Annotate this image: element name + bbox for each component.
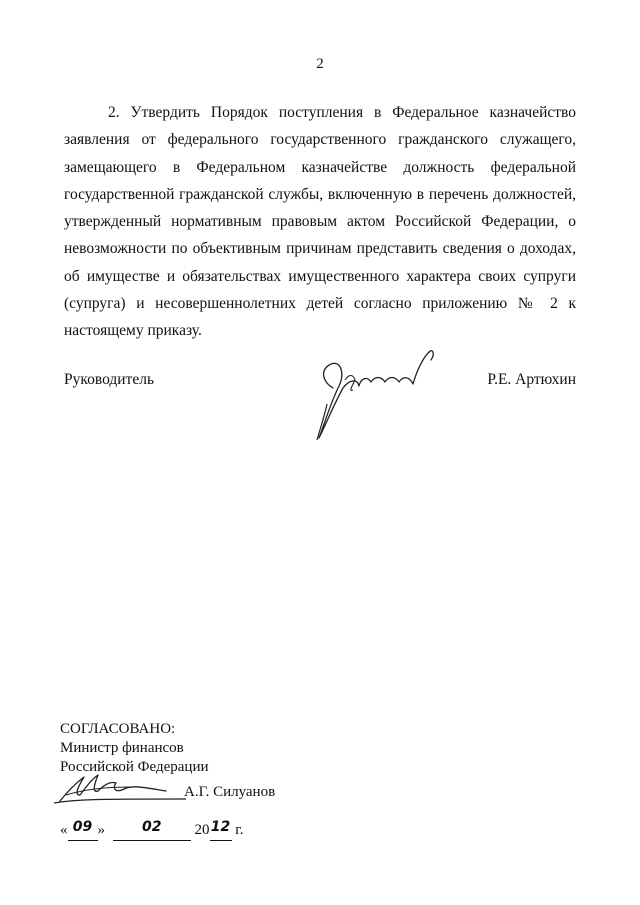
approval-position-line-1: Министр финансов xyxy=(60,740,184,756)
page-number: 2 xyxy=(316,56,324,72)
date-year-suffix: 12 xyxy=(210,819,231,835)
paragraph-item-2: 2. Утвердить Порядок поступления в Федеральное казначейство заявления от федерального государственного гражданского служащего, замещающего в Федеральном казначействе должность федеральной государственной гражданской службы, включенную в перечень должностей, утвержденный нормативным правовым актом Российской Федерации, о невозможности по объективным причинам представить сведения о доходах, об имуществе и обязательствах имущественного характера своих супруги (супруга) и несовершеннолетних детей согласно приложению № 2 к настоящему приказу. xyxy=(64,104,576,340)
date-year-prefix: 20 xyxy=(194,822,210,838)
approval-heading: СОГЛАСОВАНО: xyxy=(60,721,176,737)
date-close-quote: » xyxy=(97,822,105,838)
handwritten-signature-head xyxy=(305,330,440,445)
approval-date xyxy=(60,819,244,841)
approval-signer-name: А.Г. Силуанов xyxy=(184,784,276,800)
handwritten-signature-approval xyxy=(46,765,196,810)
approval-position-line-2: Российской Федерации xyxy=(60,759,209,775)
date-open-quote: « xyxy=(60,822,68,838)
signatory-name: Р.Е. Артюхин xyxy=(487,371,576,388)
date-day: 09 xyxy=(72,819,93,835)
date-suffix: г. xyxy=(235,822,244,838)
signatory-role: Руководитель xyxy=(64,371,155,388)
date-month: 02 xyxy=(142,819,162,835)
